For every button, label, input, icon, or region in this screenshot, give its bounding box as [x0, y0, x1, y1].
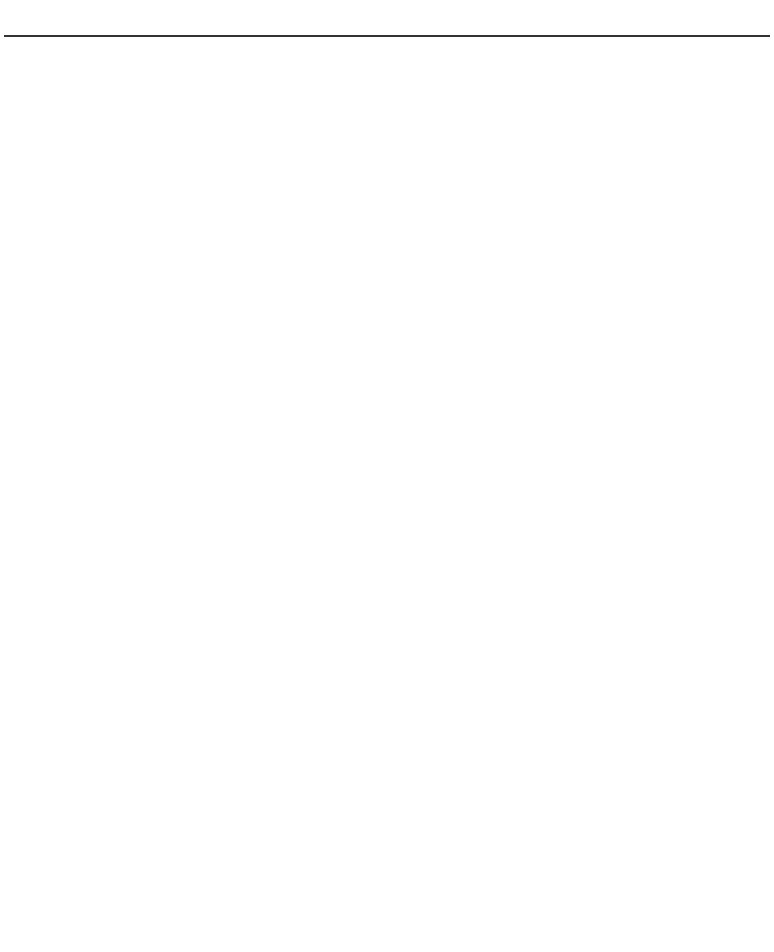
- title-bar: [0, 0, 774, 34]
- title-divider: [4, 35, 770, 37]
